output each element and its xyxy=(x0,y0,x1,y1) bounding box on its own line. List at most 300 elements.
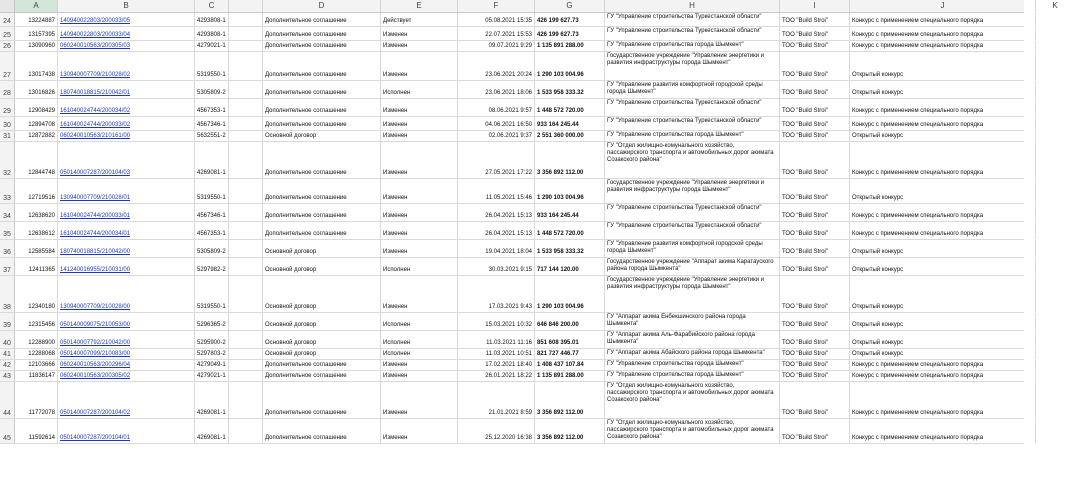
cell-contract-type[interactable] xyxy=(263,258,381,275)
cell-empty[interactable] xyxy=(1036,222,1074,239)
cell-contract-link[interactable] xyxy=(58,360,195,370)
cell-id[interactable] xyxy=(15,240,58,257)
cell-contract-type[interactable] xyxy=(263,371,381,381)
row-header[interactable]: 30 xyxy=(0,117,15,130)
cell-contract-link-text[interactable]: 050140007099/210083/00 xyxy=(60,350,131,357)
cell-contract-link[interactable] xyxy=(58,258,195,275)
cell-contract-type[interactable] xyxy=(263,117,381,130)
cell-supplier[interactable] xyxy=(780,258,850,275)
cell-customer[interactable] xyxy=(605,142,780,178)
cell-lot-number[interactable] xyxy=(195,13,229,26)
cell-spacer[interactable] xyxy=(229,81,263,98)
cell-id[interactable] xyxy=(15,360,58,370)
cell-contract-link[interactable] xyxy=(58,204,195,221)
cell-amount[interactable] xyxy=(535,27,605,40)
cell-supplier[interactable] xyxy=(780,142,850,178)
cell-contract-type[interactable] xyxy=(263,27,381,40)
cell-procurement-method[interactable] xyxy=(850,99,1036,116)
cell-date[interactable] xyxy=(458,204,535,221)
cell-procurement-method[interactable] xyxy=(850,331,1036,348)
row-header[interactable]: 34 xyxy=(0,204,15,221)
column-header-g[interactable]: G xyxy=(535,0,605,12)
cell-contract-type[interactable] xyxy=(263,99,381,116)
cell-status[interactable] xyxy=(381,419,458,443)
cell-amount[interactable] xyxy=(535,276,605,312)
cell-contract-link-text[interactable]: 060240010563/200305/03 xyxy=(60,42,131,49)
cell-contract-type[interactable] xyxy=(263,382,381,418)
cell-status[interactable] xyxy=(381,117,458,130)
cell-contract-link[interactable] xyxy=(58,371,195,381)
cell-date[interactable] xyxy=(458,313,535,330)
cell-procurement-method[interactable] xyxy=(850,258,1036,275)
cell-id[interactable] xyxy=(15,81,58,98)
cell-contract-type[interactable] xyxy=(263,240,381,257)
cell-date[interactable] xyxy=(458,360,535,370)
row-header[interactable]: 45 xyxy=(0,419,15,443)
cell-contract-link-text[interactable]: 050140007287/200104/01 xyxy=(60,434,131,441)
cell-contract-link[interactable] xyxy=(58,276,195,312)
cell-customer[interactable] xyxy=(605,131,780,141)
cell-contract-link-text[interactable]: 060240010563/200305/02 xyxy=(60,372,131,379)
cell-supplier[interactable] xyxy=(780,204,850,221)
cell-customer[interactable] xyxy=(605,222,780,239)
cell-procurement-method[interactable] xyxy=(850,81,1036,98)
cell-empty[interactable] xyxy=(1036,331,1074,348)
cell-status[interactable] xyxy=(381,240,458,257)
column-header-c[interactable]: C xyxy=(195,0,229,12)
cell-procurement-method[interactable] xyxy=(850,240,1036,257)
cell-id[interactable] xyxy=(15,204,58,221)
cell-supplier[interactable] xyxy=(780,371,850,381)
cell-procurement-method[interactable] xyxy=(850,349,1036,359)
cell-empty[interactable] xyxy=(1036,276,1074,312)
cell-supplier[interactable] xyxy=(780,349,850,359)
row-header[interactable]: 35 xyxy=(0,222,15,239)
cell-status[interactable] xyxy=(381,360,458,370)
cell-supplier[interactable] xyxy=(780,52,850,80)
cell-contract-type[interactable] xyxy=(263,419,381,443)
cell-date[interactable] xyxy=(458,81,535,98)
cell-contract-link-text[interactable]: 140940022803/200033/04 xyxy=(60,31,131,38)
cell-empty[interactable] xyxy=(1036,382,1074,418)
cell-contract-link[interactable] xyxy=(58,131,195,141)
cell-contract-type[interactable] xyxy=(263,204,381,221)
cell-status[interactable] xyxy=(381,222,458,239)
cell-date[interactable] xyxy=(458,52,535,80)
cell-amount[interactable] xyxy=(535,204,605,221)
cell-contract-link[interactable] xyxy=(58,331,195,348)
cell-lot-number[interactable] xyxy=(195,240,229,257)
cell-contract-type[interactable] xyxy=(263,331,381,348)
cell-customer[interactable] xyxy=(605,382,780,418)
cell-empty[interactable] xyxy=(1036,142,1074,178)
row-header[interactable]: 43 xyxy=(0,371,15,381)
cell-status[interactable] xyxy=(381,27,458,40)
cell-status[interactable] xyxy=(381,349,458,359)
cell-amount[interactable] xyxy=(535,331,605,348)
cell-procurement-method[interactable] xyxy=(850,360,1036,370)
cell-spacer[interactable] xyxy=(229,99,263,116)
cell-date[interactable] xyxy=(458,258,535,275)
row-header[interactable]: 42 xyxy=(0,360,15,370)
cell-status[interactable] xyxy=(381,131,458,141)
cell-contract-link[interactable] xyxy=(58,99,195,116)
cell-contract-link[interactable] xyxy=(58,41,195,51)
cell-lot-number[interactable] xyxy=(195,382,229,418)
cell-lot-number[interactable] xyxy=(195,313,229,330)
cell-contract-link[interactable] xyxy=(58,52,195,80)
cell-lot-number[interactable] xyxy=(195,419,229,443)
cell-supplier[interactable] xyxy=(780,13,850,26)
cell-lot-number[interactable] xyxy=(195,142,229,178)
cell-procurement-method[interactable] xyxy=(850,131,1036,141)
cell-spacer[interactable] xyxy=(229,276,263,312)
row-header[interactable]: 31 xyxy=(0,131,15,141)
cell-customer[interactable] xyxy=(605,52,780,80)
cell-contract-link-text[interactable]: 141240016955/210031/00 xyxy=(60,266,131,273)
cell-contract-link-text[interactable]: 130940007709/210028/01 xyxy=(60,194,131,201)
cell-amount[interactable] xyxy=(535,360,605,370)
cell-contract-link[interactable] xyxy=(58,142,195,178)
cell-id[interactable] xyxy=(15,179,58,203)
cell-customer[interactable] xyxy=(605,371,780,381)
cell-customer[interactable] xyxy=(605,276,780,312)
row-header[interactable]: 40 xyxy=(0,331,15,348)
cell-status[interactable] xyxy=(381,371,458,381)
cell-contract-link-text[interactable]: 050140007287/200104/02 xyxy=(60,409,131,416)
cell-empty[interactable] xyxy=(1036,179,1074,203)
cell-procurement-method[interactable] xyxy=(850,179,1036,203)
cell-id[interactable] xyxy=(15,142,58,178)
cell-amount[interactable] xyxy=(535,131,605,141)
cell-lot-number[interactable] xyxy=(195,52,229,80)
cell-supplier[interactable] xyxy=(780,360,850,370)
cell-empty[interactable] xyxy=(1036,99,1074,116)
cell-id[interactable] xyxy=(15,99,58,116)
cell-id[interactable] xyxy=(15,371,58,381)
cell-customer[interactable] xyxy=(605,179,780,203)
cell-amount[interactable] xyxy=(535,382,605,418)
cell-contract-link-text[interactable]: 060240010563/200296/04 xyxy=(60,361,131,368)
cell-contract-link-text[interactable]: 050140009075/210053/00 xyxy=(60,321,131,328)
cell-supplier[interactable] xyxy=(780,27,850,40)
cell-contract-link-text[interactable]: 140940022803/200033/05 xyxy=(60,17,131,24)
cell-spacer[interactable] xyxy=(229,360,263,370)
cell-supplier[interactable] xyxy=(780,179,850,203)
row-header[interactable]: 36 xyxy=(0,240,15,257)
cell-date[interactable] xyxy=(458,117,535,130)
cell-procurement-method[interactable] xyxy=(850,13,1036,26)
cell-spacer[interactable] xyxy=(229,117,263,130)
cell-empty[interactable] xyxy=(1036,204,1074,221)
cell-supplier[interactable] xyxy=(780,331,850,348)
cell-contract-type[interactable] xyxy=(263,313,381,330)
column-header-b[interactable]: B xyxy=(58,0,195,12)
column-header-f[interactable]: F xyxy=(458,0,535,12)
cell-contract-link-text[interactable]: 130940007709/210028/00 xyxy=(60,303,131,310)
cell-procurement-method[interactable] xyxy=(850,41,1036,51)
cell-contract-type[interactable] xyxy=(263,142,381,178)
cell-lot-number[interactable] xyxy=(195,99,229,116)
cell-supplier[interactable] xyxy=(780,41,850,51)
cell-empty[interactable] xyxy=(1036,131,1074,141)
cell-lot-number[interactable] xyxy=(195,331,229,348)
cell-supplier[interactable] xyxy=(780,313,850,330)
cell-empty[interactable] xyxy=(1036,258,1074,275)
cell-amount[interactable] xyxy=(535,349,605,359)
column-header-a[interactable]: A xyxy=(15,0,58,12)
row-header[interactable]: 27 xyxy=(0,52,15,80)
cell-status[interactable] xyxy=(381,313,458,330)
cell-contract-type[interactable] xyxy=(263,349,381,359)
cell-id[interactable] xyxy=(15,222,58,239)
cell-customer[interactable] xyxy=(605,13,780,26)
cell-amount[interactable] xyxy=(535,258,605,275)
cell-contract-link-text[interactable]: 180740018815/210042/01 xyxy=(60,89,131,96)
cell-amount[interactable] xyxy=(535,41,605,51)
row-header[interactable]: 26 xyxy=(0,41,15,51)
cell-customer[interactable] xyxy=(605,240,780,257)
cell-supplier[interactable] xyxy=(780,222,850,239)
row-header[interactable]: 33 xyxy=(0,179,15,203)
column-header-k[interactable]: K xyxy=(1052,1,1058,10)
cell-customer[interactable] xyxy=(605,204,780,221)
cell-spacer[interactable] xyxy=(229,258,263,275)
cell-date[interactable] xyxy=(458,382,535,418)
cell-spacer[interactable] xyxy=(229,142,263,178)
cell-status[interactable] xyxy=(381,204,458,221)
cell-contract-link-text[interactable]: 050140007792/210042/00 xyxy=(60,339,131,346)
cell-procurement-method[interactable] xyxy=(850,142,1036,178)
cell-spacer[interactable] xyxy=(229,371,263,381)
cell-lot-number[interactable] xyxy=(195,349,229,359)
cell-empty[interactable] xyxy=(1036,117,1074,130)
cell-lot-number[interactable] xyxy=(195,117,229,130)
cell-contract-type[interactable] xyxy=(263,222,381,239)
cell-date[interactable] xyxy=(458,349,535,359)
column-header-i[interactable]: I xyxy=(780,0,850,12)
cell-contract-link[interactable] xyxy=(58,313,195,330)
cell-lot-number[interactable] xyxy=(195,27,229,40)
cell-contract-type[interactable] xyxy=(263,52,381,80)
cell-id[interactable] xyxy=(15,419,58,443)
cell-empty[interactable] xyxy=(1036,371,1074,381)
column-header-h[interactable]: H xyxy=(605,0,780,12)
cell-id[interactable] xyxy=(15,276,58,312)
cell-amount[interactable] xyxy=(535,240,605,257)
cell-id[interactable] xyxy=(15,331,58,348)
cell-id[interactable] xyxy=(15,13,58,26)
cell-spacer[interactable] xyxy=(229,222,263,239)
cell-contract-link[interactable] xyxy=(58,13,195,26)
cell-date[interactable] xyxy=(458,131,535,141)
cell-id[interactable] xyxy=(15,349,58,359)
cell-customer[interactable] xyxy=(605,41,780,51)
cell-supplier[interactable] xyxy=(780,99,850,116)
cell-supplier[interactable] xyxy=(780,276,850,312)
cell-status[interactable] xyxy=(381,142,458,178)
cell-date[interactable] xyxy=(458,41,535,51)
cell-status[interactable] xyxy=(381,81,458,98)
cell-procurement-method[interactable] xyxy=(850,371,1036,381)
cell-empty[interactable] xyxy=(1036,52,1074,80)
cell-contract-link-text[interactable]: 161040024744/200033/02 xyxy=(60,121,131,128)
cell-spacer[interactable] xyxy=(229,349,263,359)
cell-contract-link-text[interactable]: 130940007709/210028/02 xyxy=(60,71,131,78)
cell-supplier[interactable] xyxy=(780,240,850,257)
cell-contract-link-text[interactable]: 050140007287/200104/03 xyxy=(60,169,131,176)
cell-id[interactable] xyxy=(15,313,58,330)
cell-date[interactable] xyxy=(458,142,535,178)
cell-amount[interactable] xyxy=(535,179,605,203)
cell-lot-number[interactable] xyxy=(195,179,229,203)
cell-amount[interactable] xyxy=(535,13,605,26)
cell-procurement-method[interactable] xyxy=(850,313,1036,330)
cell-customer[interactable] xyxy=(605,81,780,98)
cell-contract-link[interactable] xyxy=(58,419,195,443)
cell-procurement-method[interactable] xyxy=(850,419,1036,443)
cell-amount[interactable] xyxy=(535,99,605,116)
cell-id[interactable] xyxy=(15,52,58,80)
cell-procurement-method[interactable] xyxy=(850,382,1036,418)
row-header[interactable]: 44 xyxy=(0,382,15,418)
cell-customer[interactable] xyxy=(605,419,780,443)
row-header[interactable]: 37 xyxy=(0,258,15,275)
cell-date[interactable] xyxy=(458,331,535,348)
cell-id[interactable] xyxy=(15,27,58,40)
cell-id[interactable] xyxy=(15,117,58,130)
cell-empty[interactable] xyxy=(1036,313,1074,330)
cell-contract-link[interactable] xyxy=(58,240,195,257)
cell-spacer[interactable] xyxy=(229,382,263,418)
cell-date[interactable] xyxy=(458,240,535,257)
cell-spacer[interactable] xyxy=(229,52,263,80)
cell-date[interactable] xyxy=(458,13,535,26)
cell-customer[interactable] xyxy=(605,27,780,40)
cell-lot-number[interactable] xyxy=(195,131,229,141)
cell-contract-link[interactable] xyxy=(58,81,195,98)
cell-contract-type[interactable] xyxy=(263,131,381,141)
cell-spacer[interactable] xyxy=(229,131,263,141)
column-header-d[interactable]: D xyxy=(263,0,381,12)
cell-spacer[interactable] xyxy=(229,204,263,221)
row-header[interactable]: 41 xyxy=(0,349,15,359)
cell-contract-link[interactable] xyxy=(58,27,195,40)
cell-id[interactable] xyxy=(15,41,58,51)
cell-amount[interactable] xyxy=(535,419,605,443)
cell-customer[interactable] xyxy=(605,331,780,348)
cell-supplier[interactable] xyxy=(780,382,850,418)
cell-amount[interactable] xyxy=(535,313,605,330)
cell-spacer[interactable] xyxy=(229,179,263,203)
cell-contract-link-text[interactable]: 060240010563/210161/00 xyxy=(60,132,131,139)
cell-status[interactable] xyxy=(381,179,458,203)
cell-status[interactable] xyxy=(381,99,458,116)
cell-contract-link[interactable] xyxy=(58,117,195,130)
column-header-j[interactable]: J xyxy=(850,0,1036,12)
cell-status[interactable] xyxy=(381,41,458,51)
cell-amount[interactable] xyxy=(535,81,605,98)
cell-spacer[interactable] xyxy=(229,13,263,26)
cell-spacer[interactable] xyxy=(229,419,263,443)
cell-customer[interactable] xyxy=(605,360,780,370)
cell-lot-number[interactable] xyxy=(195,204,229,221)
row-header[interactable]: 32 xyxy=(0,142,15,178)
cell-amount[interactable] xyxy=(535,222,605,239)
cell-empty[interactable] xyxy=(1036,360,1074,370)
cell-contract-link[interactable] xyxy=(58,179,195,203)
cell-contract-type[interactable] xyxy=(263,276,381,312)
cell-lot-number[interactable] xyxy=(195,258,229,275)
column-header-e[interactable]: E xyxy=(381,0,458,12)
cell-contract-type[interactable] xyxy=(263,360,381,370)
cell-amount[interactable] xyxy=(535,371,605,381)
cell-customer[interactable] xyxy=(605,349,780,359)
cell-supplier[interactable] xyxy=(780,117,850,130)
cell-date[interactable] xyxy=(458,419,535,443)
cell-supplier[interactable] xyxy=(780,81,850,98)
cell-contract-type[interactable] xyxy=(263,179,381,203)
cell-empty[interactable] xyxy=(1036,41,1074,51)
row-header[interactable]: 39 xyxy=(0,313,15,330)
cell-date[interactable] xyxy=(458,179,535,203)
cell-date[interactable] xyxy=(458,371,535,381)
cell-procurement-method[interactable] xyxy=(850,52,1036,80)
row-header[interactable]: 25 xyxy=(0,27,15,40)
cell-date[interactable] xyxy=(458,99,535,116)
cell-status[interactable] xyxy=(381,382,458,418)
cell-procurement-method[interactable] xyxy=(850,276,1036,312)
cell-empty[interactable] xyxy=(1036,81,1074,98)
cell-empty[interactable] xyxy=(1036,419,1074,443)
cell-id[interactable] xyxy=(15,131,58,141)
cell-contract-type[interactable] xyxy=(263,81,381,98)
cell-spacer[interactable] xyxy=(229,27,263,40)
cell-id[interactable] xyxy=(15,382,58,418)
cell-lot-number[interactable] xyxy=(195,371,229,381)
cell-contract-link[interactable] xyxy=(58,349,195,359)
cell-status[interactable] xyxy=(381,276,458,312)
cell-lot-number[interactable] xyxy=(195,276,229,312)
cell-lot-number[interactable] xyxy=(195,41,229,51)
cell-date[interactable] xyxy=(458,276,535,312)
cell-procurement-method[interactable] xyxy=(850,204,1036,221)
cell-spacer[interactable] xyxy=(229,41,263,51)
cell-contract-link-text[interactable]: 180740018815/210042/00 xyxy=(60,248,131,255)
cell-id[interactable] xyxy=(15,258,58,275)
cell-contract-link[interactable] xyxy=(58,222,195,239)
select-all-corner[interactable] xyxy=(0,0,15,12)
cell-date[interactable] xyxy=(458,27,535,40)
cell-lot-number[interactable] xyxy=(195,360,229,370)
cell-supplier[interactable] xyxy=(780,131,850,141)
row-header[interactable]: 29 xyxy=(0,99,15,116)
cell-empty[interactable] xyxy=(1036,349,1074,359)
cell-amount[interactable] xyxy=(535,52,605,80)
cell-spacer[interactable] xyxy=(229,313,263,330)
cell-amount[interactable] xyxy=(535,117,605,130)
cell-procurement-method[interactable] xyxy=(850,27,1036,40)
cell-contract-type[interactable] xyxy=(263,13,381,26)
cell-customer[interactable] xyxy=(605,99,780,116)
cell-procurement-method[interactable] xyxy=(850,222,1036,239)
cell-supplier[interactable] xyxy=(780,419,850,443)
cell-contract-link-text[interactable]: 161040024744/200034/02 xyxy=(60,107,131,114)
cell-procurement-method[interactable] xyxy=(850,117,1036,130)
cell-lot-number[interactable] xyxy=(195,81,229,98)
row-header[interactable]: 28 xyxy=(0,81,15,98)
cell-customer[interactable] xyxy=(605,117,780,130)
